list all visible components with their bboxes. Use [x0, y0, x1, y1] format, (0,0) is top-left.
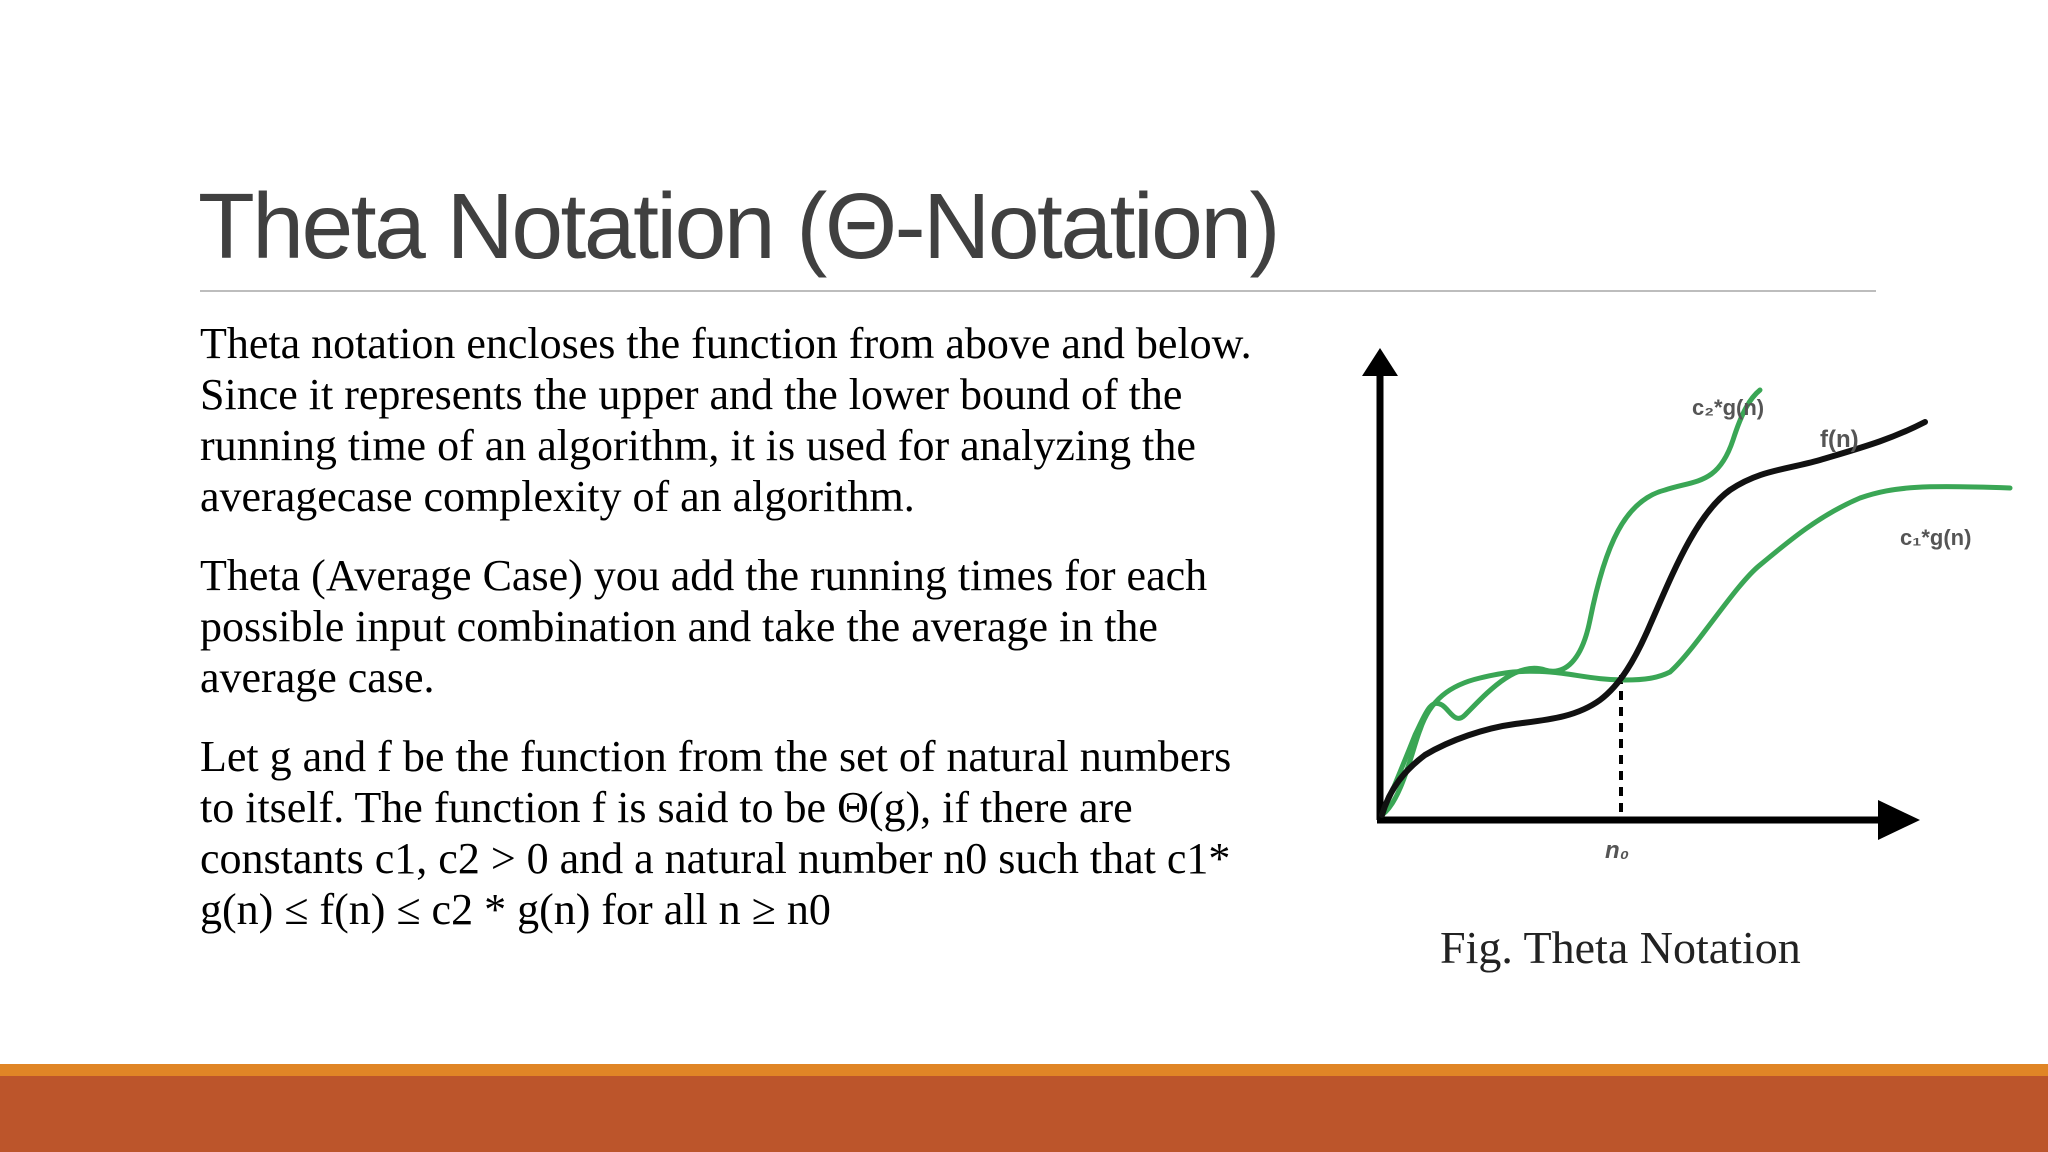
lower-bound-label: c₁*g(n) — [1900, 525, 1972, 550]
y-axis-arrowhead — [1362, 348, 1398, 376]
theta-notation-figure — [1350, 330, 2030, 864]
paragraph-average-case: Theta (Average Case) you add the running times for each possible input combination and take the average in the average case. — [200, 551, 1208, 702]
title-divider — [200, 290, 1876, 292]
slide-body — [200, 318, 1270, 963]
n0-label: n₀ — [1605, 837, 1630, 864]
footer-accent-line — [0, 1064, 2048, 1076]
f-label: f(n) — [1820, 426, 1859, 453]
paragraph-definition: Theta notation encloses the function from above and below. Since it represents the upper and the lower bound of the running time of an algorithm, it is used for analyzing the averagecase complexity of an algorithm. — [200, 319, 1252, 521]
slide-title: Theta Notation (Θ-Notation) — [198, 174, 1279, 278]
footer-bar — [0, 1076, 2048, 1152]
upper-bound-label: c₂*g(n) — [1692, 395, 1765, 420]
upper-bound-curve — [1382, 390, 1760, 815]
x-axis-arrowhead — [1878, 800, 1920, 840]
theta-diagram — [1350, 330, 2030, 864]
figure-caption: Fig. Theta Notation — [1440, 922, 1801, 973]
f-curve — [1382, 422, 1925, 815]
paragraph-formal-definition: Let g and f be the function from the set of natural numbers to itself. The function f is said to be Θ(g), if there are constants c1, c2 > 0 and a natural number n0 such that c1* g(n) ≤ f(n) ≤ c2 * g(n) for all n ≥ n0 — [200, 732, 1232, 934]
